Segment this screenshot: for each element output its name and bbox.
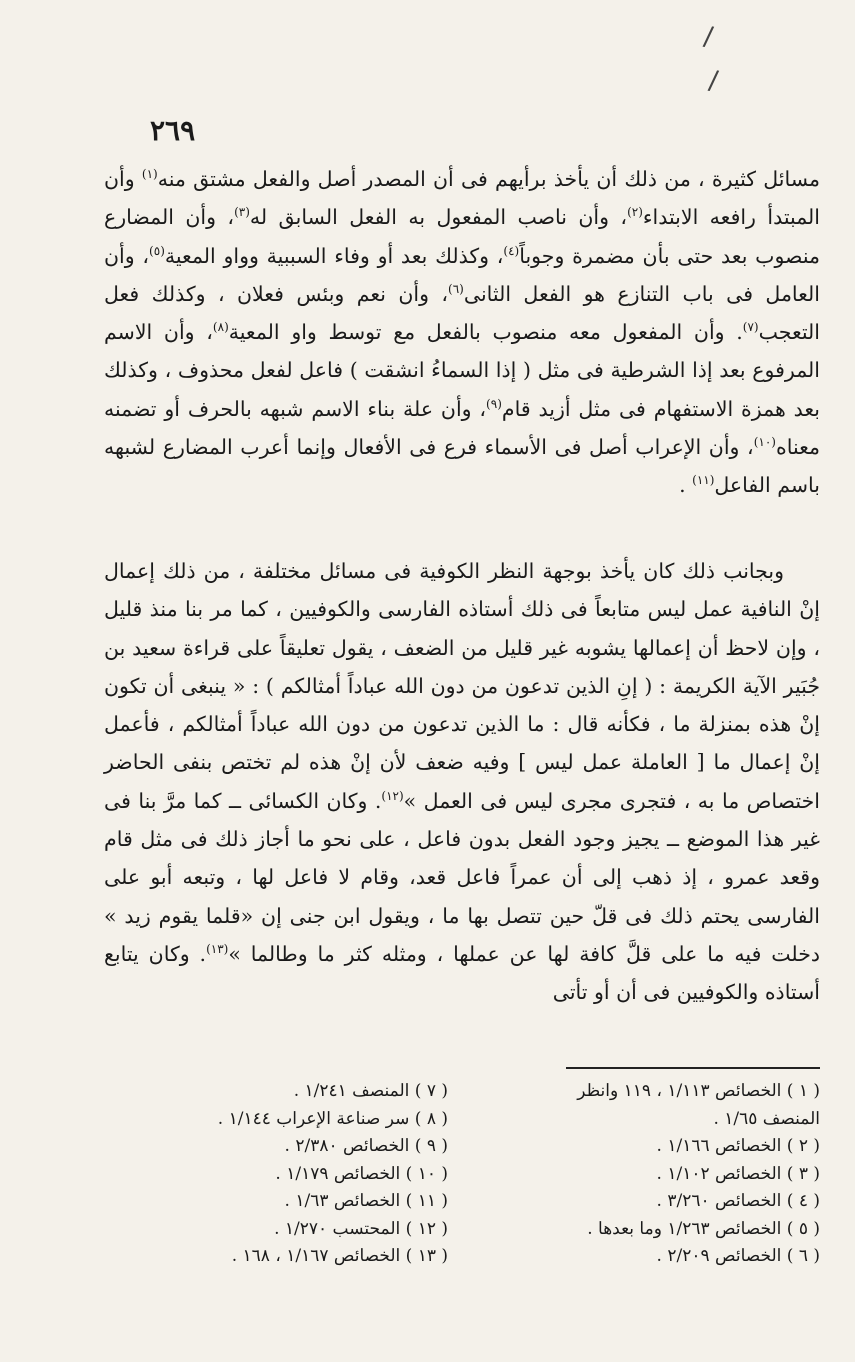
footnote-marker: (٦) bbox=[448, 282, 464, 297]
footnote: ( ٧ ) المنصف ١/٢٤١ . bbox=[293, 1081, 448, 1101]
footnote-marker: (٢) bbox=[627, 205, 643, 220]
text-segment: . bbox=[679, 473, 693, 498]
footnotes-right-column bbox=[470, 1078, 820, 1271]
footnotes-left-column bbox=[100, 1078, 448, 1271]
footnote-divider bbox=[566, 1067, 820, 1069]
footnote: ( ٣ ) الخصائص ١/١٠٢ . bbox=[656, 1163, 820, 1184]
footnote: ( ١٠ ) الخصائص ١/١٧٩ . bbox=[275, 1163, 448, 1184]
corner-pen-mark: / bbox=[701, 21, 715, 53]
text-segment: ، وأن الاسم المرفوع بعد إذا الشرطية فى مثل ( إذا السماءُ انشقت ) فاعل لفعل محذوف ، وكذلك بعد همزة الاستفهام فى مثل أزيد قام bbox=[104, 320, 820, 421]
paragraph-2-text bbox=[104, 552, 820, 1012]
footnote-marker: (٧) bbox=[742, 320, 759, 335]
footnote: ( ١٢ ) المحتسب ١/٢٧٠ . bbox=[274, 1218, 448, 1239]
footnote-marker: (١١) bbox=[692, 473, 715, 488]
footnote: ( ١١ ) الخصائص ١/٦٣ . bbox=[284, 1191, 448, 1211]
page-number: ٢٦٩ bbox=[150, 114, 196, 147]
corner-pen-mark: / bbox=[706, 65, 720, 97]
text-segment: . وكان الكسائى ــ كما مرَّ بنا فى غير هذا الموضع ــ يجيز وجود الفعل بدون فاعل ، على نحو ما أجاز ذلك فى مثل قام وقعد عمرو ، إذ ذهب إلى أن عمراً فاعل قعد، وقام لا فاعل لها ، وتبعه أبو على الفارسى يحتم ذلك فى قلّ حين تتصل بها ما ، ويقول ابن جنى إن «قلما يقوم زيد » دخلت فيه ما على قلَّ كافة لها عن عملها ، ومثله كثر ما وطالما » bbox=[104, 788, 821, 966]
footnote: ( ١ ) الخصائص ١/١١٣ ، ١١٩ وانظر bbox=[577, 1081, 820, 1101]
text-segment: ، وأن نعم وبئس فعلان ، وكذلك فعل التعجب bbox=[104, 281, 820, 345]
footnote-marker: (٩) bbox=[486, 396, 502, 411]
text-segment: ، وأن العامل فى باب التنازع هو الفعل الثانى bbox=[104, 243, 820, 306]
text-segment: مسائل كثيرة ، من ذلك أن يأخذ برأيهم فى أن المصدر أصل والفعل مشتق منه bbox=[157, 167, 820, 191]
footnote: ( ٦ ) الخصائص ٢/٢٠٩ . bbox=[656, 1246, 820, 1266]
footnote-marker: (١) bbox=[141, 167, 158, 182]
footnote: ( ٥ ) الخصائص ١/٢٦٣ وما بعدها . bbox=[587, 1218, 820, 1239]
footnote-marker: (٤) bbox=[503, 243, 520, 258]
text-segment: . وأن المفعول معه منصوب بالفعل مع توسط واو المعية bbox=[228, 320, 743, 345]
footnote-marker: (٣) bbox=[234, 205, 250, 220]
paragraph-1-text bbox=[104, 160, 820, 505]
footnote: ( ١٣ ) الخصائص ١/١٦٧ ، ١٦٨ . bbox=[231, 1246, 448, 1266]
text-segment: ، وكذلك بعد أو وفاء السببية وواو المعية bbox=[164, 243, 504, 268]
footnote: ( ٢ ) الخصائص ١/١٦٦ . bbox=[656, 1136, 820, 1156]
footnote-marker: (١٣) bbox=[206, 942, 229, 957]
footnote-marker: (٨) bbox=[212, 320, 229, 335]
footnote-marker: (١٢) bbox=[381, 788, 404, 803]
footnote: ( ٩ ) الخصائص ٢/٣٨٠ . bbox=[284, 1136, 448, 1156]
footnote-marker: (١٠) bbox=[753, 435, 776, 450]
text-segment: وأن المبتدأ رافعه الابتداء bbox=[104, 167, 820, 230]
paragraph-1 bbox=[104, 160, 820, 505]
footnote: ( ٨ ) سر صناعة الإعراب ١/١٤٤ . bbox=[217, 1108, 448, 1129]
text-segment: ، وأن علة بناء الاسم شبهه بالحرف أو تضمنه معناه bbox=[104, 396, 820, 460]
footnote-continuation: المنصف ١/٦٥ . bbox=[713, 1108, 820, 1129]
text-segment: ، وأن المضارع منصوب بعد حتى بأن مضمرة وجوباً bbox=[104, 205, 820, 268]
text-segment: ، وأن ناصب المفعول به الفعل السابق له bbox=[249, 205, 628, 230]
paragraph-2 bbox=[104, 552, 820, 1012]
footnote-marker: (٥) bbox=[149, 243, 165, 258]
text-segment: وبجانب ذلك كان يأخذ بوجهة النظر الكوفية فى مسائل مختلفة ، من ذلك إعمال إنْ النافية عمل ليس متابعاً فى ذلك أستاذه الفارسى والكوفيين ، كما مر بنا منذ قليل ، وإن لاحظ أن إعمالها يشوبه غير قليل من الضعف ، يقول تعليقاً على قراءة سعيد بن جُبَير الآية الكريمة : ( إنِ الذين تدعون من دون الله عباداً أمثالكم ) : « ينبغى أن تكون إنْ هذه بمنزلة ما ، فكأنه قال : ما الذين تدعون من دون الله عباداً أمثالكم ، فأعمل إنْ إعمال ما [ العاملة عمل ليس ] وفيه ضعف لأن إنْ هذه لم تختص بنفى الحاضر اختصاص ما به ، فتجرى مجرى ليس فى العمل » bbox=[104, 559, 820, 813]
footnote: ( ٤ ) الخصائص ٣/٢٦٠ . bbox=[656, 1191, 820, 1211]
text-segment: . وكان يتابع أستاذه والكوفيين فى أن أو تأتى bbox=[104, 941, 820, 1005]
text-segment: ، وأن الإعراب أصل فى الأسماء فرع فى الأفعال وإنما أعرب المضارع لشبهه باسم الفاعل bbox=[104, 435, 820, 498]
